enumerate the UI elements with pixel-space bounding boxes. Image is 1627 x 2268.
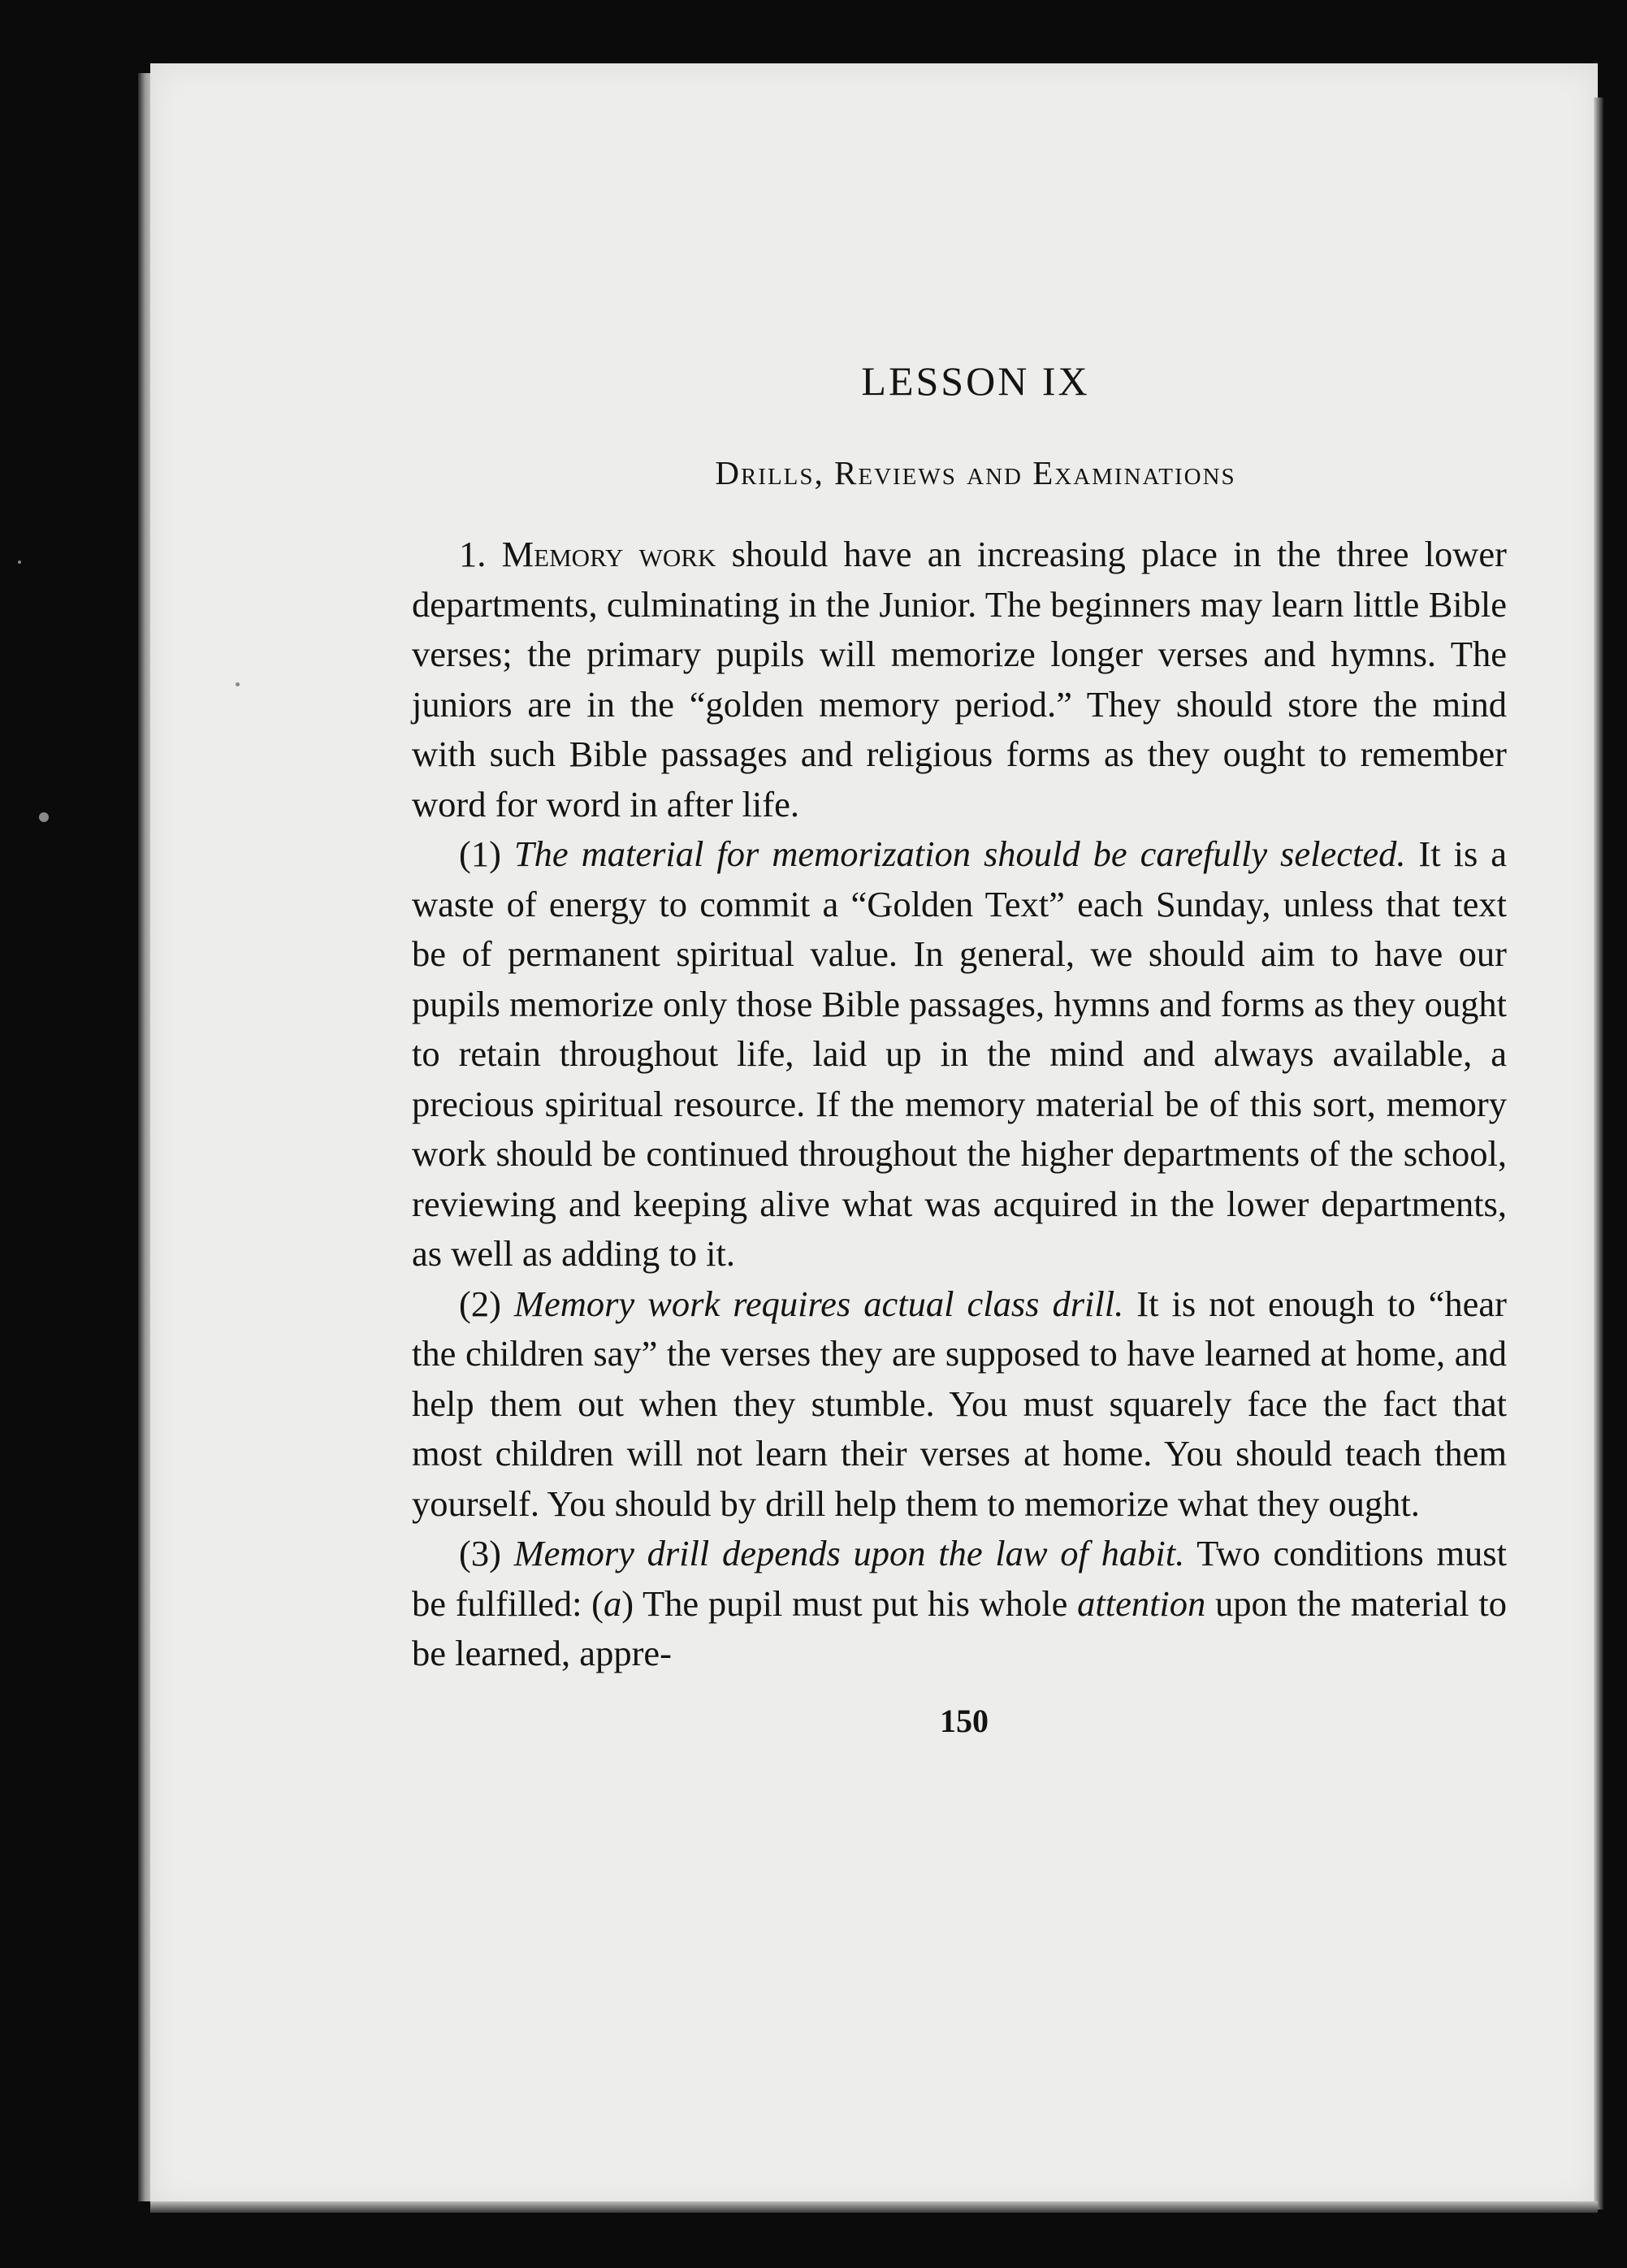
paragraph-text: Two conditions must be fulfilled: ( (412, 1533, 1507, 1624)
page-number: 150 (940, 1702, 989, 1739)
paragraph-number: (1) (459, 833, 514, 874)
paragraph-text: should have an increasing place in the three lower departments, culminating in the Junior. The beginners may learn little Bible verses; the primary pupils will memorize longer verses and hymns. The juniors are in the “golden memory period.” They should store the mind with such Bible passages and religious forms as they ought to remember word for word in after life. (412, 534, 1508, 825)
paragraph-number: 1. (459, 534, 502, 574)
paragraph-text: It is not enough to “hear the children say” the verses they are supposed to have learned at home, and help them out when they stumble. You must squarely face the fact that most children will not learn their verses at home. You should teach them yourself. You should by drill help them to memorize what they ought. (412, 1283, 1507, 1524)
paragraph-lead-words: Memory work (501, 534, 716, 574)
paragraph-text: upon the material to be learned, appre- (412, 1582, 1507, 1673)
scan-speck (236, 682, 240, 686)
paragraph-heading: Memory drill depends upon the law of habit. (513, 1533, 1185, 1573)
paragraph-italic: a (603, 1582, 622, 1624)
paragraph-1 (412, 530, 1507, 829)
scan-speck (18, 561, 21, 564)
section-title: Drills, Reviews and Examinations (715, 454, 1236, 491)
page-right-edge (1594, 97, 1603, 2210)
paragraph-heading: Memory work requires actual class drill. (513, 1283, 1124, 1324)
paragraph-text: ) The pupil must put his whole (621, 1582, 1078, 1624)
page-bottom-edge (150, 2201, 1598, 2213)
paragraph-2 (412, 829, 1507, 1279)
paragraph-number: (3) (459, 1533, 514, 1573)
page-content (412, 357, 1507, 1740)
paragraph-4 (412, 1529, 1507, 1679)
paragraph-text: It is a waste of energy to commit a “Golden Text” each Sunday, unless that text be of permanent spiritual value. In general, we should aim to have our pupils memorize only those Bible passages, hymns and forms as they ought to retain throughout life, laid up in the mind and always available, a precious spiritual resource. If the memory material be of this sort, memory work should be continued throughout the higher departments of the school, reviewing and keeping alive what was acquired in the lower departments, as well as adding to it. (412, 833, 1507, 1274)
paragraph-number: (2) (459, 1283, 514, 1324)
paragraph-heading: The material for memorization should be carefully selected. (513, 833, 1406, 874)
lesson-title: LESSON IX (861, 358, 1090, 404)
paragraph-3 (412, 1279, 1507, 1530)
paragraph-italic: attention (1077, 1582, 1206, 1624)
scan-speck (39, 812, 49, 822)
